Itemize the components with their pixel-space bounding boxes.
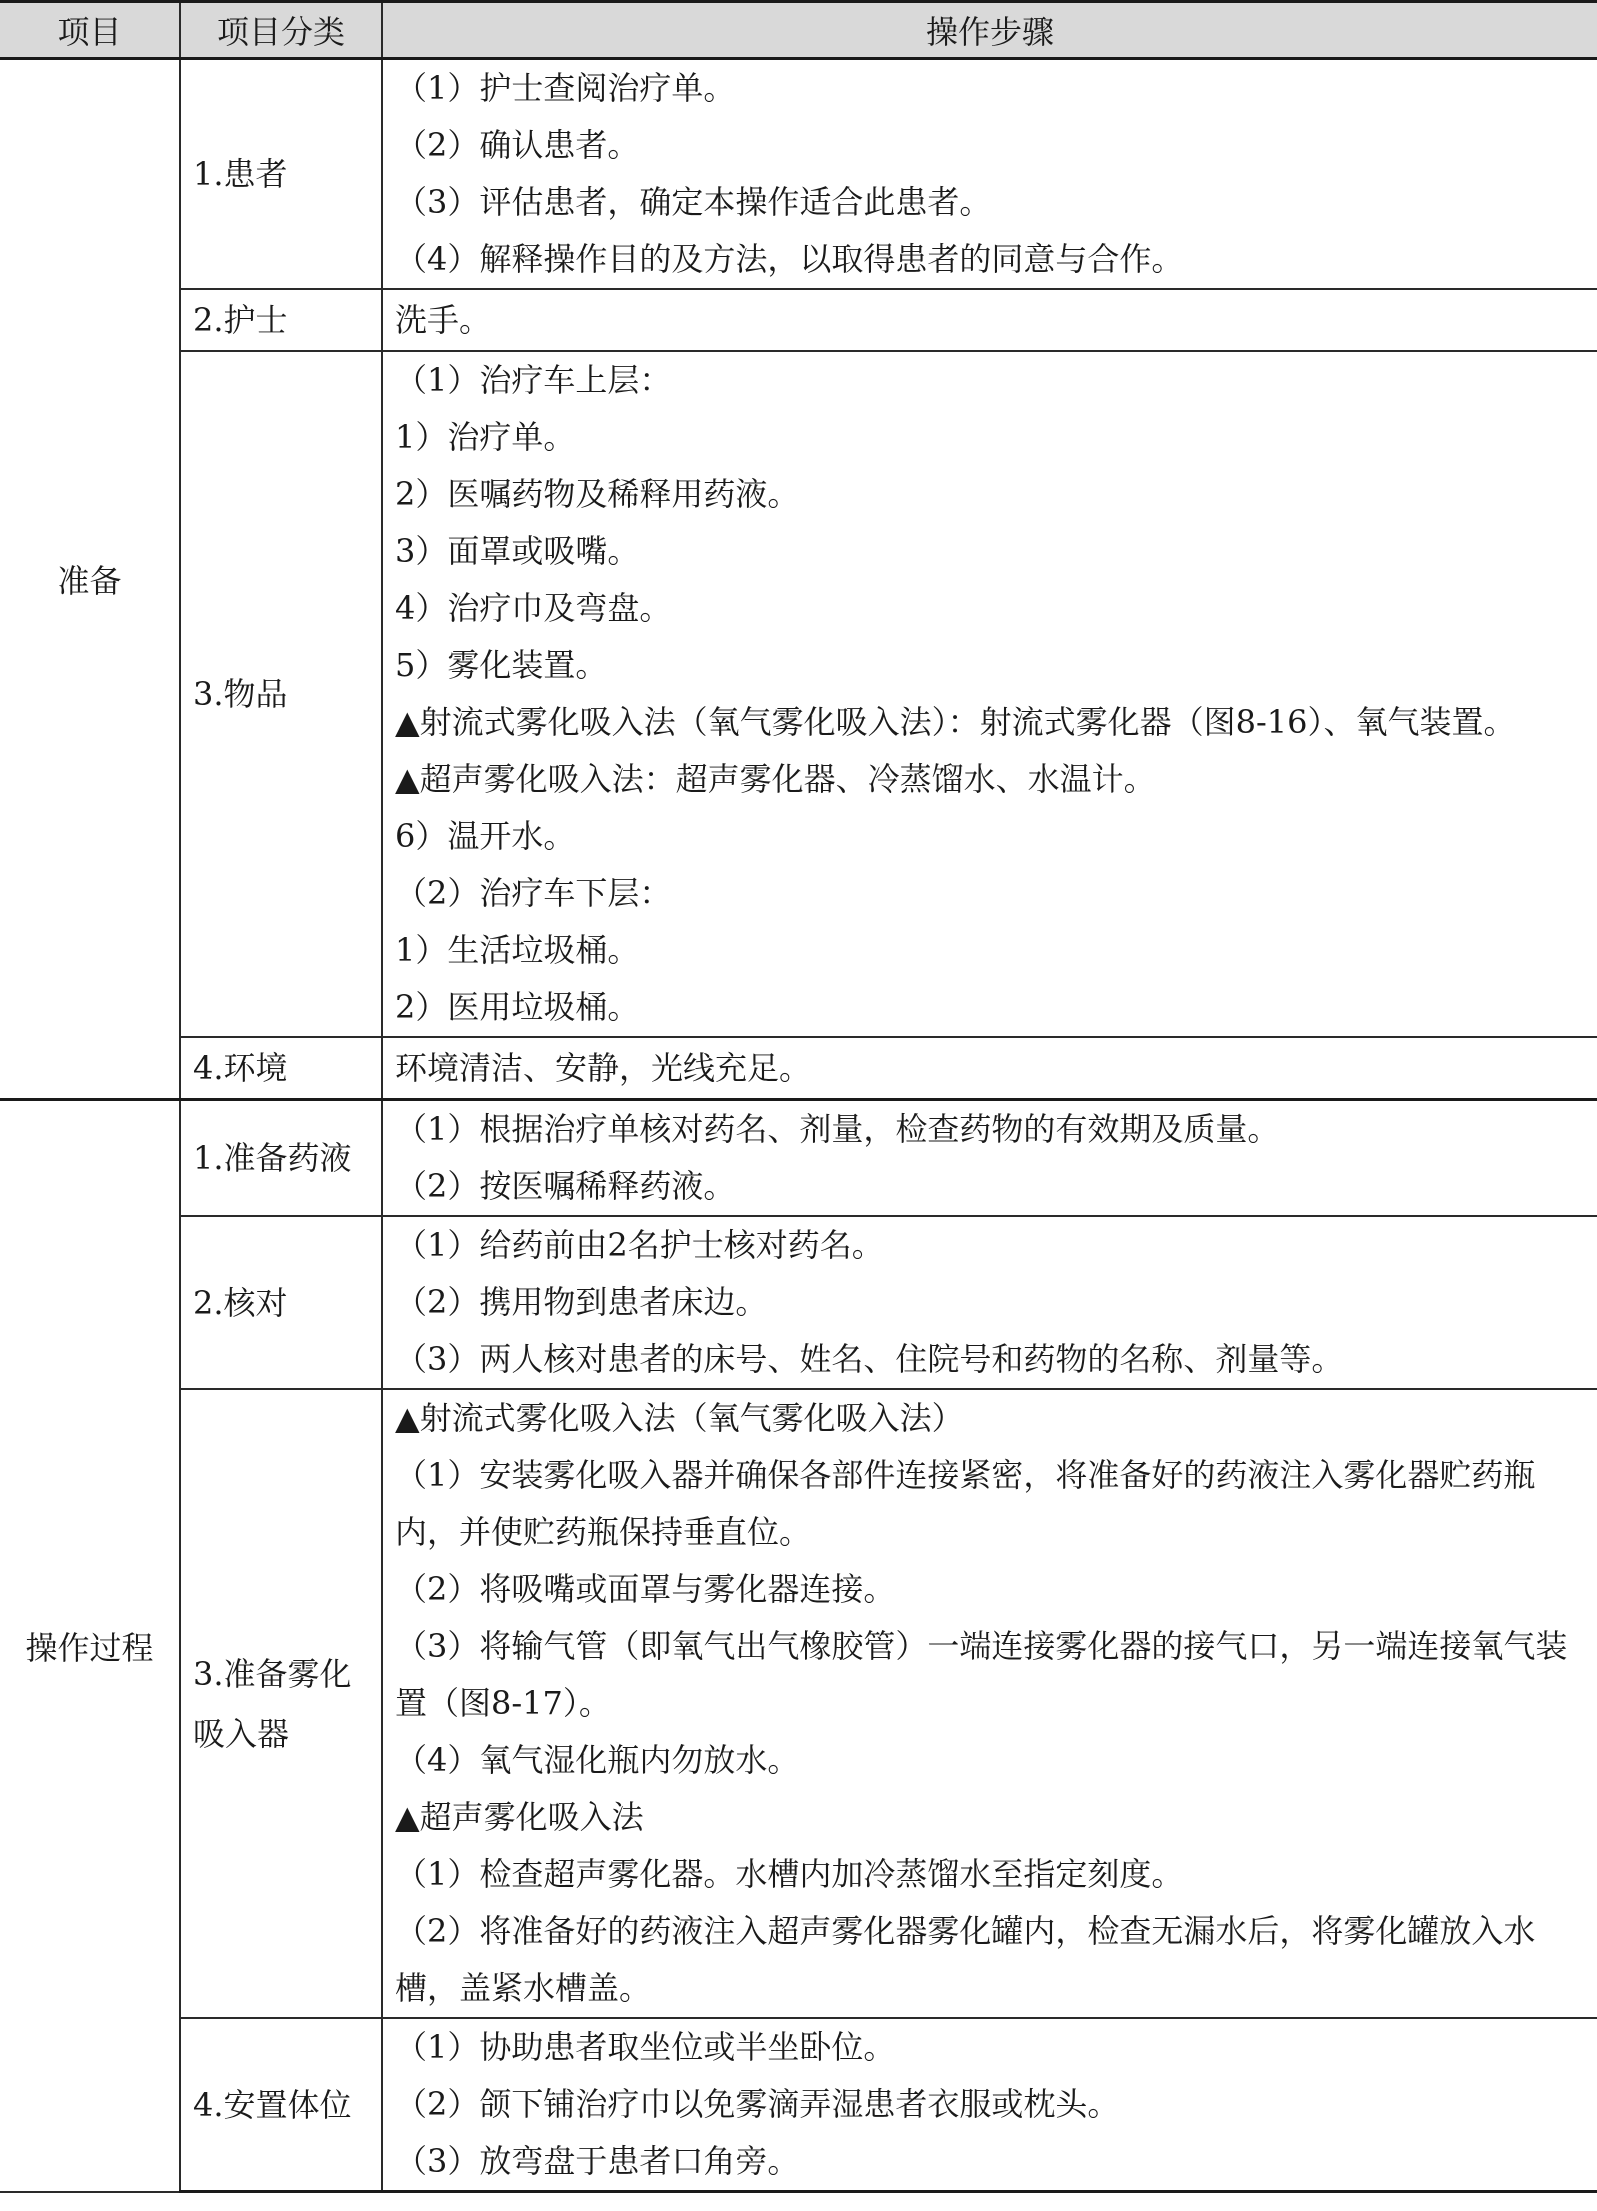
steps-cell [382, 2018, 1597, 2192]
step-line: 洗手。 [395, 300, 492, 339]
category-cell: 1.准备药液 [180, 1100, 382, 1217]
step-line: （1）协助患者取坐位或半坐卧位。 [395, 2028, 896, 2066]
table-row [0, 1389, 1597, 2018]
category-cell: 1.患者 [180, 59, 382, 290]
step-line: （2）携用物到患者床边。 [395, 1283, 768, 1321]
table-row [0, 1037, 1597, 1100]
step-line: （1）检查超声雾化器。水槽内加冷蒸馏水至指定刻度。 [395, 1855, 1184, 1893]
steps-cell [382, 289, 1597, 351]
step-line: 5）雾化装置。 [395, 646, 608, 684]
table-row [0, 351, 1597, 1037]
step-line: 4）治疗巾及弯盘。 [395, 589, 672, 627]
category-cell: 2.核对 [180, 1216, 382, 1389]
step-line: （4）解释操作目的及方法，以取得患者的同意与合作。 [395, 240, 1184, 278]
table-row [0, 1216, 1597, 1389]
step-line: 6）温开水。 [395, 817, 576, 855]
step-line: （3）将输气管（即氧气出气橡胶管）一端连接雾化器的接气口，另一端连接氧气装置（图8-17）。 [395, 1627, 1568, 1722]
step-line: 2）医用垃圾桶。 [395, 988, 640, 1026]
step-line: 1）治疗单。 [395, 418, 576, 456]
category-cell: 2.护士 [180, 289, 382, 351]
step-line: （3）放弯盘于患者口角旁。 [395, 2142, 800, 2180]
table-row [0, 59, 1597, 290]
step-line: （2）按医嘱稀释药液。 [395, 1167, 736, 1205]
step-line: （3）评估患者，确定本操作适合此患者。 [395, 183, 992, 221]
steps-cell [382, 1100, 1597, 1217]
steps-cell [382, 351, 1597, 1037]
step-line: （1）根据治疗单核对药名、剂量，检查药物的有效期及质量。 [395, 1110, 1280, 1148]
header-row [0, 2, 1597, 59]
step-line: （2）治疗车下层： [395, 874, 672, 912]
step-line: （3）两人核对患者的床号、姓名、住院号和药物的名称、剂量等。 [395, 1340, 1344, 1378]
step-line: （2）确认患者。 [395, 126, 640, 164]
steps-cell [382, 1216, 1597, 1389]
category-cell: 4.安置体位 [180, 2018, 382, 2192]
section-prep: 准备 [0, 59, 180, 1100]
step-line: ▲射流式雾化吸入法（氧气雾化吸入法） [395, 1399, 964, 1437]
step-line: （1）护士查阅治疗单。 [395, 69, 736, 107]
step-line: （2）将吸嘴或面罩与雾化器连接。 [395, 1570, 896, 1608]
step-line: （2）将准备好的药液注入超声雾化器雾化罐内，检查无漏水后，将雾化罐放入水槽，盖紧水槽盖。 [395, 1912, 1536, 2007]
step-line: 2）医嘱药物及稀释用药液。 [395, 475, 800, 513]
step-line: （1）治疗车上层： [395, 361, 672, 399]
table-row [0, 289, 1597, 351]
table-row [0, 1100, 1597, 1217]
category-cell: 3.物品 [180, 351, 382, 1037]
step-line: 环境清洁、安静，光线充足。 [395, 1048, 812, 1087]
category-cell: 3.准备雾化吸入器 [180, 1389, 382, 2018]
step-line: ▲射流式雾化吸入法（氧气雾化吸入法）：射流式雾化器（图8-16）、氧气装置。 [395, 703, 1516, 741]
header-category: 项目分类 [180, 2, 382, 59]
category-cell: 4.环境 [180, 1037, 382, 1100]
section-operation: 操作过程 [0, 1100, 180, 2192]
step-line: （1）给药前由2名护士核对药名。 [395, 1226, 884, 1264]
steps-cell [382, 1389, 1597, 2018]
header-project: 项目 [0, 2, 180, 59]
step-line: ▲超声雾化吸入法 [395, 1798, 644, 1836]
steps-cell [382, 1037, 1597, 1100]
step-line: ▲超声雾化吸入法：超声雾化器、冷蒸馏水、水温计。 [395, 760, 1156, 798]
step-line: 3）面罩或吸嘴。 [395, 532, 640, 570]
step-line: （4）氧气湿化瓶内勿放水。 [395, 1741, 800, 1779]
step-line: （1）安装雾化吸入器并确保各部件连接紧密，将准备好的药液注入雾化器贮药瓶内，并使贮药瓶保持垂直位。 [395, 1456, 1536, 1551]
table-row [0, 2018, 1597, 2192]
header-steps: 操作步骤 [382, 2, 1597, 59]
step-line: （2）颌下铺治疗巾以免雾滴弄湿患者衣服或枕头。 [395, 2085, 1120, 2123]
steps-cell [382, 59, 1597, 290]
step-line: 1）生活垃圾桶。 [395, 931, 640, 969]
